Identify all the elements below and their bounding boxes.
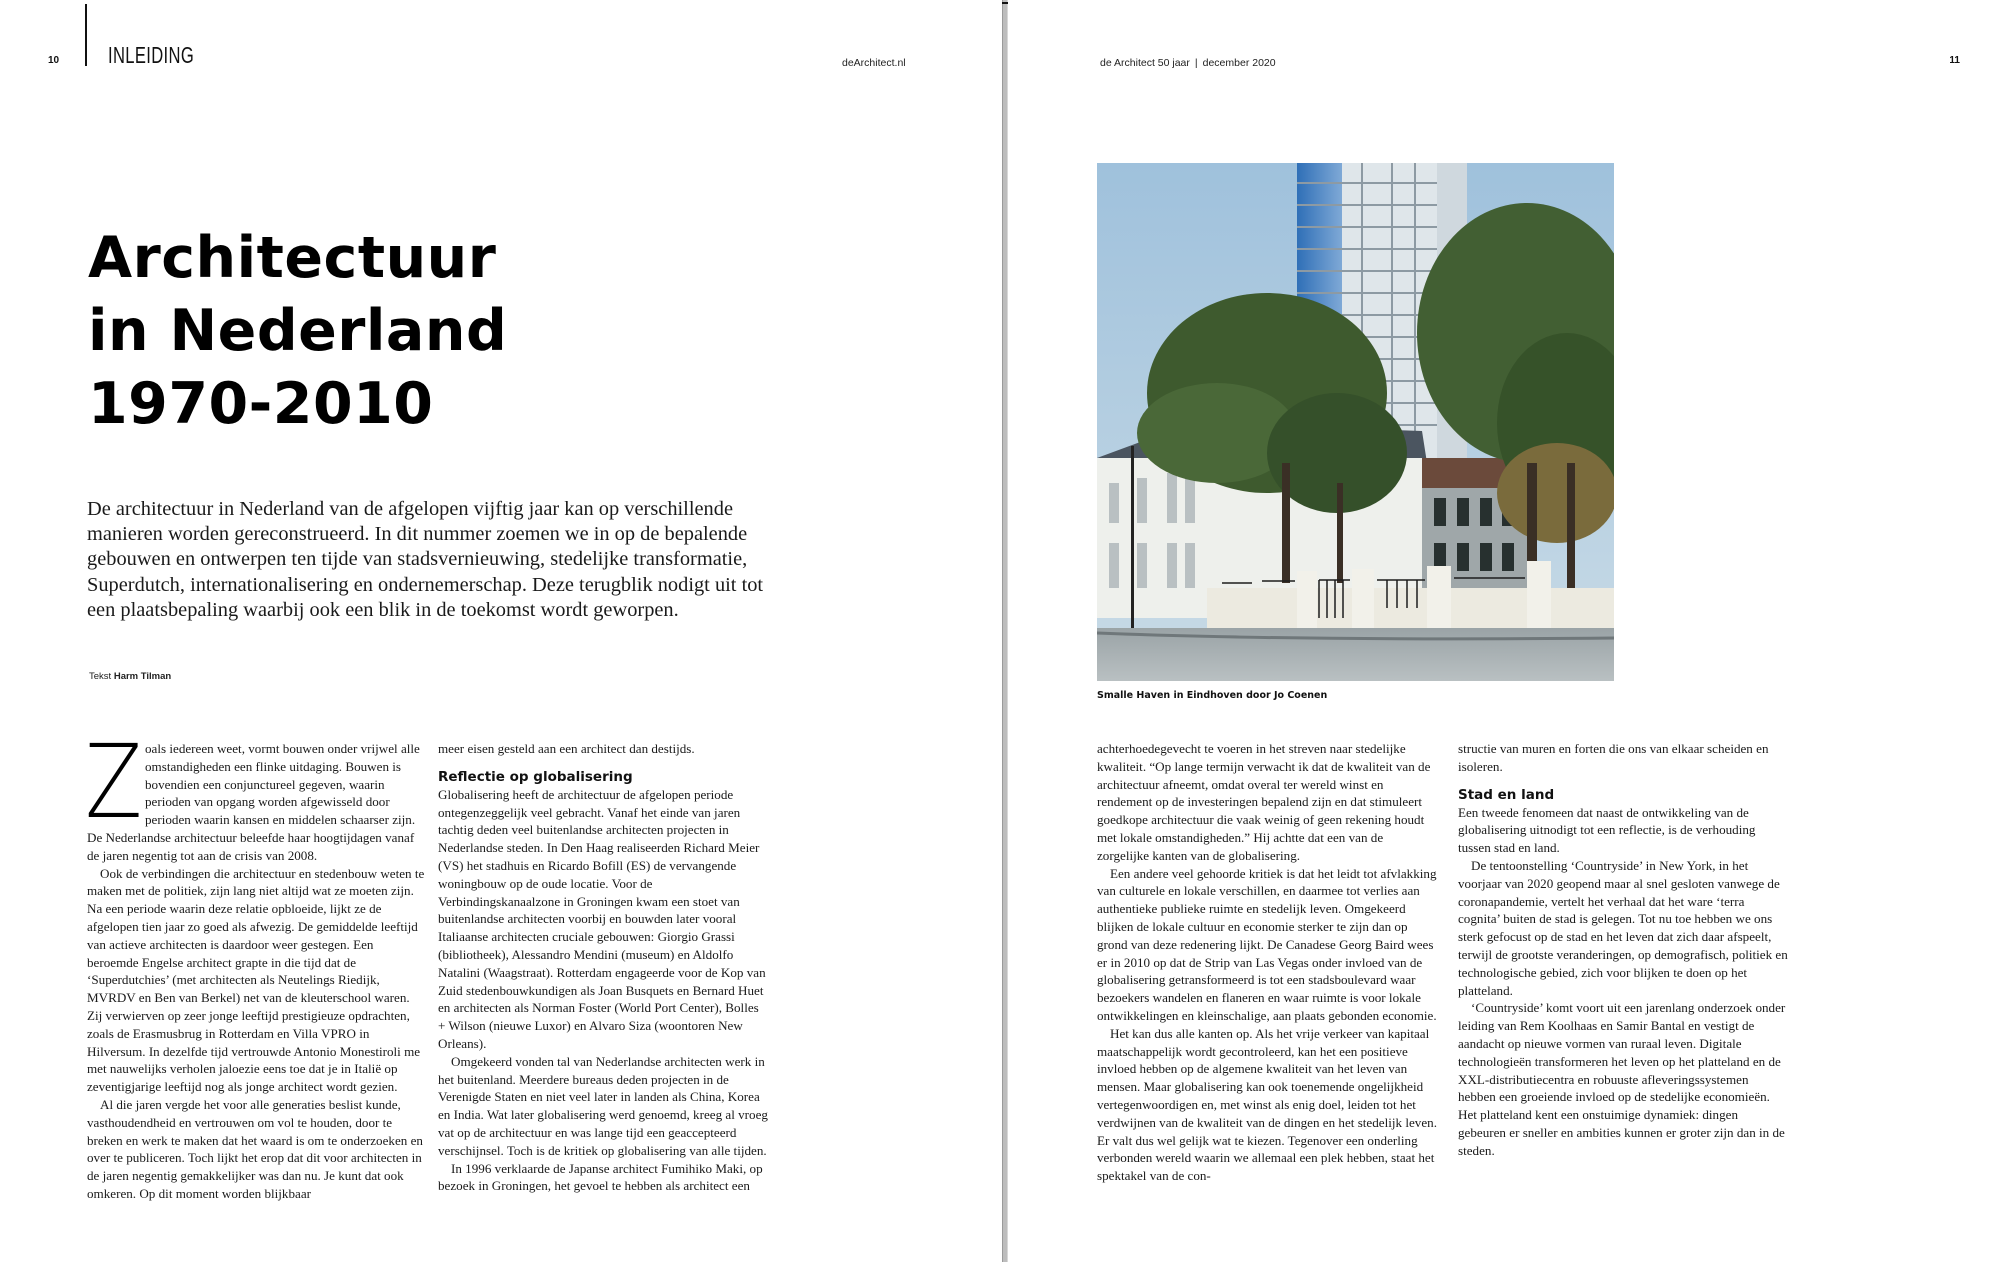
body-column-1 xyxy=(85,723,427,1203)
title-line: in Nederland xyxy=(88,298,508,364)
page-number: 10 xyxy=(48,55,60,66)
section-divider xyxy=(85,4,87,66)
subheading: Stad en land xyxy=(1458,786,1555,803)
body-column-4 xyxy=(1458,740,1788,1160)
photo-illustration xyxy=(1097,163,1614,681)
site-url: deArchitect.nl xyxy=(842,57,906,69)
page-number: 11 xyxy=(1949,55,1960,66)
issue-date: december 2020 xyxy=(1202,57,1276,69)
body-column-2 xyxy=(438,740,768,1195)
body-paragraph: In 1996 verklaarde de Japanse architect Fumihiko Maki, op bezoek in Groningen, het gevoel te hebben als architect een xyxy=(438,1160,763,1194)
intro-paragraph: De architectuur in Nederland van de afgelopen vijftig jaar kan op verschillende manieren worden gereconstrueerd. In dit nummer zoemen we in op de bepalende gebouwen en ontwerpen ten tijde van stadsvernieuwing, stedelijke transformatie, Superdutch, internationalisering en ondernemerschap. Deze terugblik nodigt uit tot een plaatsbepaling waarbij ook een blik in de toekomst wordt geworpen. xyxy=(87,498,764,621)
body-paragraph: achterhoedegevecht te voeren in het streven naar stedelijke kwaliteit. “Op lange termijn verwacht ik dat de kwaliteit van de architectuur afneemt, omdat overal ter wereld winst en rendement op de investeringen bepalend zijn en dat stimuleert goedkope architectuur die vaak weinig of geen rekening houdt met lokale omstandigheden.” Hij achtte dat een van de zorgelijke kanten van de globalisering. xyxy=(1097,741,1431,863)
body-paragraph: De tentoonstelling ‘Countryside’ in New York, in het voorjaar van 2020 geopend maar al snel gesloten vanwege de coronapandemie, vertelt het verhaal dat het ware ‘terra cognita’ buiten de stad is gelegen. Tot nu toe hebben we ons sterk gefocust op de stad en het leven dat zich daar afspeelt, terwijl de grootste veranderingen, op demografisch, politiek en technologische gebied, zich voor blijken te doen op het platteland. xyxy=(1458,857,1788,998)
photo-caption: Smalle Haven in Eindhoven door Jo Coenen xyxy=(1097,690,1328,701)
issue-name: de Architect 50 jaar xyxy=(1100,57,1190,69)
body-paragraph: oals iedereen weet, vormt bouwen onder vrijwel alle omstandigheden een flinke uitdaging. Bouwen is bovendien een conjunctureel gegeven, waarin perioden van opgang worden afgewisseld door perioden waarin kansen en middelen schaarser zijn. De Nederlandse architectuur beleefde haar hoogtijdagen vanaf de jaren negentig tot aan de crisis van 2008. xyxy=(87,741,420,863)
issue-separator: | xyxy=(1194,57,1198,69)
byline-label: Tekst xyxy=(89,671,112,682)
subheading: Reflectie op globalisering xyxy=(438,768,633,785)
drop-cap: Z xyxy=(85,723,143,842)
body-paragraph: Ook de verbindingen die architectuur en stedenbouw weten te maken met de politiek, zijn lang niet altijd wat ze moeten zijn. Na een periode waarin deze relatie opbloeide, lijkt ze de afgelopen tien jaar zo goed als afwezig. De gemiddelde leeftijd van actieve architecten is daardoor weer gestegen. Een beroemde Engelse architect grapte in die tijd dat de ‘Superdutchies’ (met architecten als Neutelings Riedijk, MVRDV en Ben van Berkel) net van de kleuterschool waren. Zij verwierven op zeer jonge leeftijd prestigieuze opdrachten, zoals de Erasmusbrug in Rotterdam en Villa VPRO in Hilversum. In dezelfde tijd vertrouwde Antonio Monestiroli me met nauwelijks verholen jaloezie eens toe dat je in Italië op zeventigjarige leeftijd nog als jonge architect wordt gezien. xyxy=(87,865,425,1095)
body-paragraph: Globalisering heeft de architectuur de afgelopen periode ontegenzeggelijk veel gebracht. Vanaf het einde van jaren tachtig deden veel buitenlandse architecten projecten in Nederlandse steden. In Den Haag realiseerden Richard Meier (VS) het stadhuis en Ricardo Bofill (ES) de vervangende woningbouw op de oude locatie. Voor de Verbindingskanaalzone in Groningen kwam een stoet van buitenlandse architecten voorbij en bouwden later vooral Italiaanse architecten cruciale gebouwen: Giorgio Grassi (bibliotheek), Alessandro Mendini (museum) en Aldolfo Natalini (Waagstraat). Rotterdam engageerde voor de Kop van Zuid stedenbouwkundigen als Joan Busquets en Bernard Huet en architecten als Norman Foster (World Port Center), Bolles + Wilson (nieuwe Luxor) en Alvaro Siza (woontoren New Orleans). xyxy=(438,786,766,1051)
title-line: Architectuur xyxy=(88,225,497,291)
article-title xyxy=(88,222,507,441)
body-paragraph: Al die jaren vergde het voor alle generaties beslist kunde, vasthoudendheid en vertrouwen om vol te houden, door te breken en werk te maken dat het waard is om te onderzoeken en over te publiceren. Toch lijkt het erop dat dit voor architecten in de jaren negentig gemakkelijker was dan nu. Je kunt dat ook omkeren. Op dit moment worden blijkbaar xyxy=(87,1096,423,1201)
issue-label xyxy=(1100,57,1276,69)
body-paragraph: Een tweede fenomeen dat naast de ontwikkeling van de globalisering uitnodigt tot een reflectie, is de verhouding tussen stad en land. xyxy=(1458,804,1756,856)
body-paragraph: structie van muren en forten die ons van elkaar scheiden en isoleren. xyxy=(1458,741,1769,774)
building-photo xyxy=(1097,163,1614,681)
street-lamp xyxy=(1131,446,1134,631)
body-paragraph: meer eisen gesteld aan een architect dan destijds. xyxy=(438,741,695,756)
byline-author: Harm Tilman xyxy=(113,671,172,682)
body-column-3 xyxy=(1097,740,1437,1185)
byline xyxy=(89,671,171,682)
body-paragraph: ‘Countryside’ komt voort uit een jarenlang onderzoek onder leiding van Rem Koolhaas en Samir Bantal en vestigt de aandacht op nieuwe vormen van ruraal leven. Digitale technologieën transformeren het leven op het platteland en de XXL-distributiecentra en robuuste afleveringssystemen hebben een groeiende invloed op de stedelijke economieën. Het platteland kent een onstuimige dynamiek: dingen gebeuren er sneller en ambities kunnen er groter zijn dan in de steden. xyxy=(1458,1000,1786,1158)
section-label: INLEIDING xyxy=(108,42,195,68)
right-page xyxy=(1008,0,1998,1262)
body-paragraph: Het kan dus alle kanten op. Als het vrije verkeer van kapitaal maatschappelijk wordt gecontroleerd, kan het een positieve invloed hebben op de algemene kwaliteit van het leven van mensen. Maar globalisering kan ook toenemende ongelijkheid vertegenwoordigen en, met winst als enig doel, leiden tot het verdwijnen van de kwaliteit van de dingen en het stedelijk leven. Er valt dus wel gelijk wat te kiezen. Tegenover een onderling verbonden wereld waarin we allemaal een plek hebben, staat het spektakel van de con- xyxy=(1097,1025,1437,1184)
body-paragraph: Een andere veel gehoorde kritiek is dat het leidt tot afvlakking van culturele en lokale verschillen, en daarmee tot verlies aan authentieke publieke ruimte en stedelijk leven. Omgekeerd blijken de lokale cultuur en economie sterker te zijn dan op grond van deze redenering lijkt. De Canadese Georg Baird wees er in 2010 op dat de Strip van Las Vegas onder invloed van de globalisering getransformeerd is tot een stadsboulevard waar bezoekers wandelen en flaneren en waar ruimte is voor lokale ontwikkelingen en kleinschalige, aan plaats gebonden economie. xyxy=(1097,865,1437,1023)
body-paragraph: Omgekeerd vonden tal van Nederlandse architecten werk in het buitenland. Meerdere bureaus deden projecten in de Verenigde Staten en niet veel later in landen als China, Korea en India. Wat later globalisering werd genoemd, kreeg al vroeg vat op de architectuur en was lange tijd een geaccepteerd verschijnsel. Toch is de kritiek op globalisering van alle tijden. xyxy=(438,1053,768,1158)
title-line: 1970-2010 xyxy=(88,371,434,437)
